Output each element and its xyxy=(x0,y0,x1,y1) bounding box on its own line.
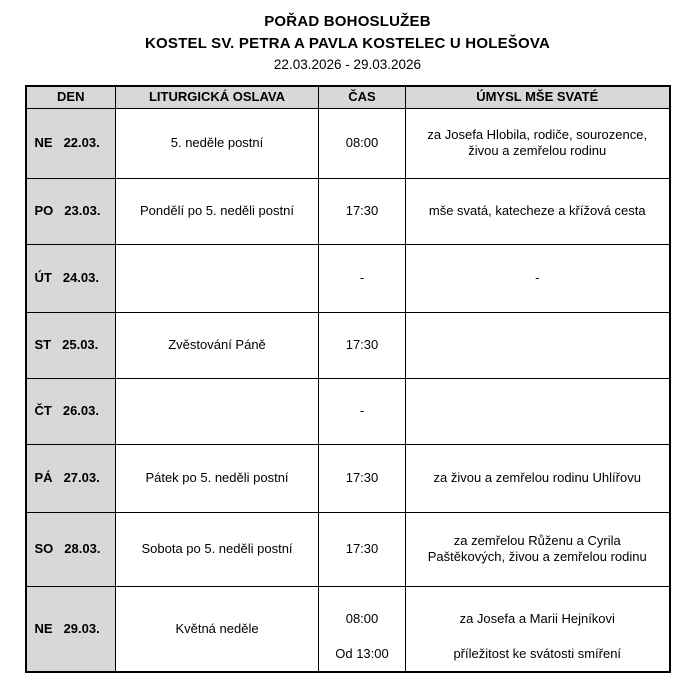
time-afternoon: Od 13:00 xyxy=(335,646,389,661)
document-header xyxy=(0,13,695,72)
day-date: 23.03. xyxy=(64,202,101,218)
day-abbr: SO xyxy=(34,540,54,556)
day-date: 22.03. xyxy=(63,134,100,150)
day-abbr: ST xyxy=(34,336,52,352)
celebration-cell: 5. neděle postní xyxy=(116,108,319,178)
day-date: 27.03. xyxy=(63,469,100,485)
celebration-cell xyxy=(116,244,319,312)
row-ut-24-03 xyxy=(26,244,670,312)
day-cell xyxy=(26,586,116,672)
intention-cell xyxy=(406,586,670,672)
column-header-umysl: ÚMYSL MŠE SVATÉ xyxy=(406,86,670,108)
day-date: 29.03. xyxy=(63,620,100,636)
time-cell: 17:30 xyxy=(319,512,406,586)
schedule-table xyxy=(25,85,671,673)
time-cell: - xyxy=(319,244,406,312)
intention-cell: za živou a zemřelou rodinu Uhlířovu xyxy=(406,444,670,512)
day-abbr: PO xyxy=(34,202,54,218)
time-cell: 17:30 xyxy=(319,444,406,512)
date-range: 22.03.2026 - 29.03.2026 xyxy=(273,57,422,72)
day-abbr: NE xyxy=(34,134,53,150)
day-date: 25.03. xyxy=(62,336,99,352)
table-header-row xyxy=(26,86,670,108)
day-cell xyxy=(26,244,116,312)
intention-cell: za Josefa Hlobila, rodiče, sourozence, živou a zemřelou rodinu xyxy=(406,108,670,178)
celebration-cell: Pátek po 5. neděli postní xyxy=(116,444,319,512)
row-pa-27-03 xyxy=(26,444,670,512)
celebration-cell xyxy=(116,378,319,444)
day-cell xyxy=(26,378,116,444)
day-cell xyxy=(26,178,116,244)
intention-cell xyxy=(406,378,670,444)
intention-cell xyxy=(406,312,670,378)
celebration-cell: Zvěstování Páně xyxy=(116,312,319,378)
day-date: 28.03. xyxy=(64,540,101,556)
intention-cell: za zemřelou Růženu a Cyrila Paštěkových, živou a zemřelou rodinu xyxy=(406,512,670,586)
intention-afternoon: příležitost ke svátosti smíření xyxy=(453,646,622,661)
intention-cell: mše svatá, katecheze a křížová cesta xyxy=(406,178,670,244)
intention-morning: za Josefa a Marii Hejníkovi xyxy=(459,610,615,626)
column-header-den: DEN xyxy=(26,86,116,108)
time-cell xyxy=(319,586,406,672)
day-date: 26.03. xyxy=(62,402,99,418)
column-header-cas: ČAS xyxy=(319,86,406,108)
intention-cell: - xyxy=(406,244,670,312)
row-ct-26-03 xyxy=(26,378,670,444)
day-abbr: ČT xyxy=(34,402,52,418)
row-st-25-03 xyxy=(26,312,670,378)
row-so-28-03 xyxy=(26,512,670,586)
column-header-liturgicka-oslava: LITURGICKÁ OSLAVA xyxy=(116,86,319,108)
time-morning: 08:00 xyxy=(345,610,379,626)
time-cell: 17:30 xyxy=(319,178,406,244)
time-cell: 17:30 xyxy=(319,312,406,378)
document-title: POŘAD BOHOSLUŽEB xyxy=(264,13,431,30)
celebration-cell: Sobota po 5. neděli postní xyxy=(116,512,319,586)
day-cell xyxy=(26,108,116,178)
row-ne-29-03 xyxy=(26,586,670,672)
church-name: KOSTEL SV. PETRA A PAVLA KOSTELEC U HOLEŠOVA xyxy=(145,35,550,52)
day-cell xyxy=(26,312,116,378)
day-abbr: NE xyxy=(34,620,53,636)
time-cell: 08:00 xyxy=(319,108,406,178)
day-abbr: PÁ xyxy=(34,469,53,485)
day-cell xyxy=(26,512,116,586)
celebration-cell: Pondělí po 5. neděli postní xyxy=(116,178,319,244)
day-date: 24.03. xyxy=(62,269,99,285)
row-po-23-03 xyxy=(26,178,670,244)
day-cell xyxy=(26,444,116,512)
day-abbr: ÚT xyxy=(34,269,52,285)
celebration-cell: Květná neděle xyxy=(116,586,319,672)
row-ne-22-03 xyxy=(26,108,670,178)
time-cell: - xyxy=(319,378,406,444)
